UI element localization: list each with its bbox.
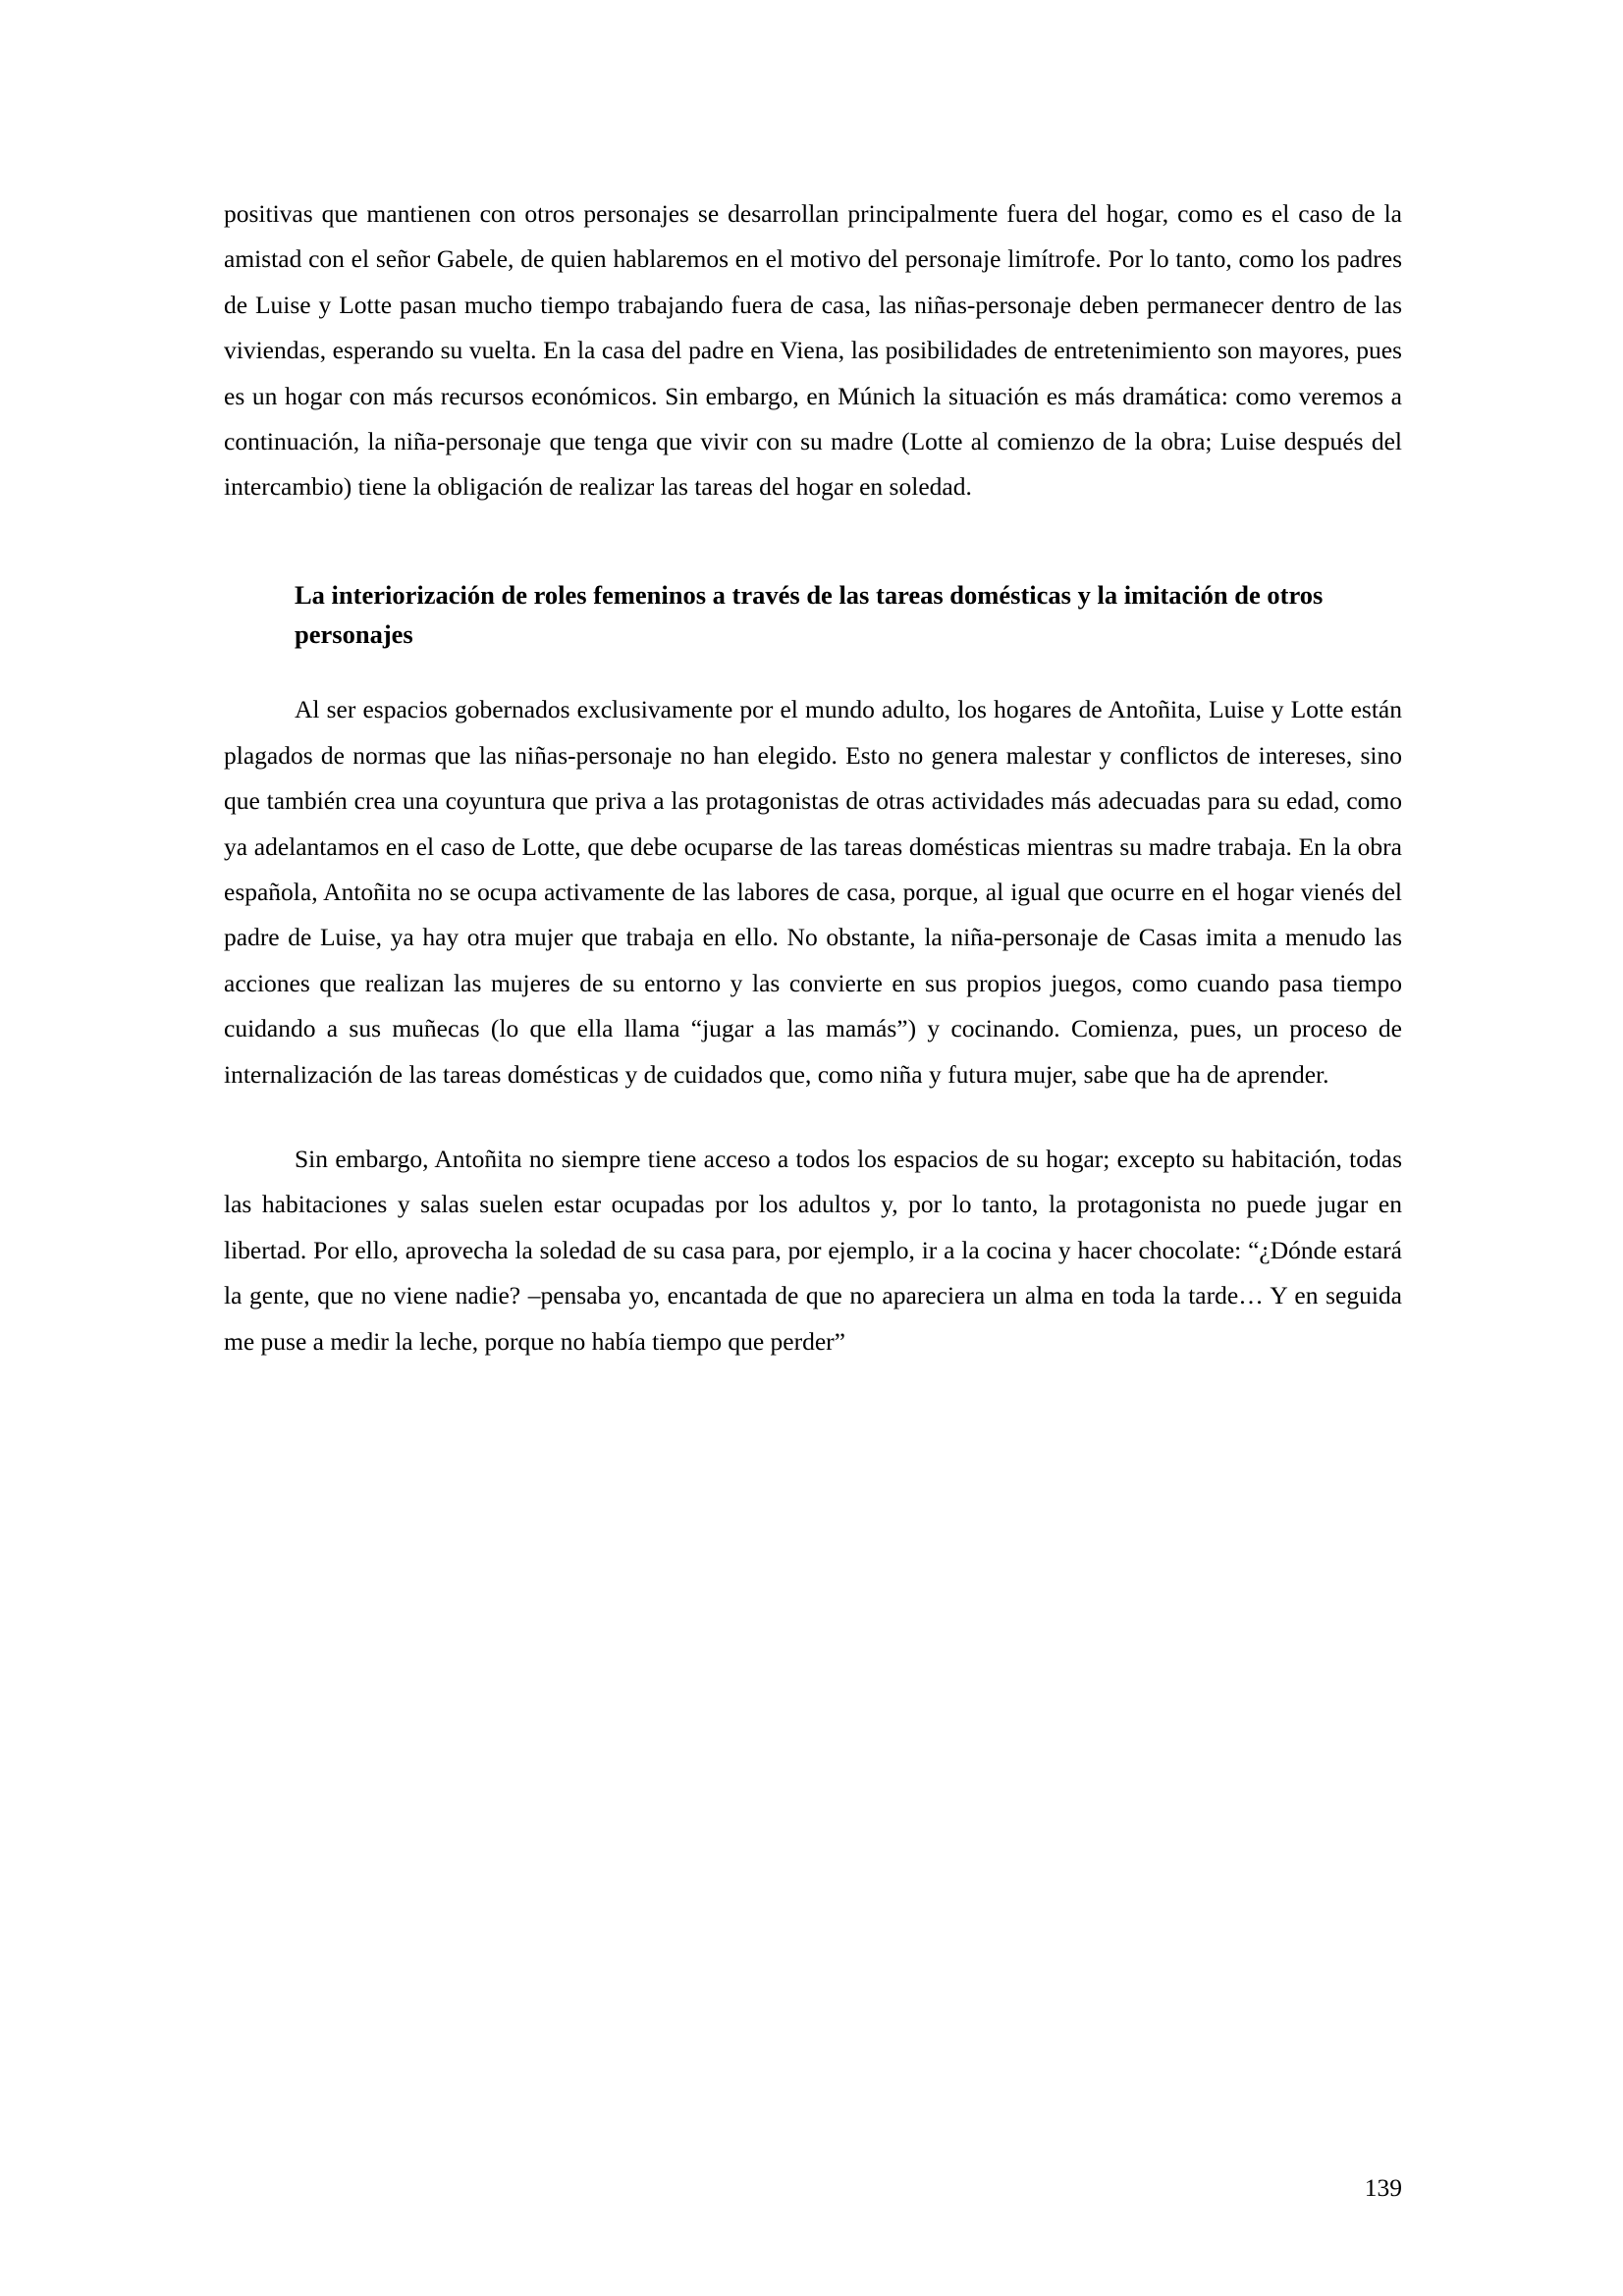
spacer [224, 654, 1402, 687]
body-paragraph: positivas que mantienen con otros personajes se desarrollan principalmente fuera del hogar, como es el caso de la amistad con el señor Gabele, de quien hablaremos en el motivo del personaje limítrofe. Por lo tanto, como los padres de Luise y Lotte pasan mucho tiempo trabajando fuera de casa, las niñas-personaje deben permanecer dentro de las viviendas, esperando su vuelta. En la casa del padre en Viena, las posibilidades de entretenimiento son mayores, pues es un hogar con más recursos económicos. Sin embargo, en Múnich la situación es más dramática: como veremos a continuación, la niña-personaje que tenga que vivir con su madre (Lotte al comienzo de la obra; Luise después del intercambio) tiene la obligación de realizar las tareas del hogar en soledad. [224, 199, 1402, 502]
spacer [224, 1097, 1402, 1137]
page-number: 139 [1364, 2173, 1402, 2202]
body-paragraph: Al ser espacios gobernados exclusivamente por el mundo adulto, los hogares de Antoñita, Luise y Lotte están plagados de normas que las niñas-personaje no han elegido. Esto no genera malestar y conflictos de intereses, sino que también crea una coyuntura que priva a las protagonistas de otras actividades más adecuadas para su edad, como ya adelantamos en el caso de Lotte, que debe ocuparse de las tareas domésticas mientras su madre trabaja. En la obra española, Antoñita no se ocupa activamente de las labores de casa, porque, al igual que ocurre en el hogar vienés del padre de Luise, ya hay otra mujer que trabaja en ello. No obstante, la niña-personaje de Casas imita a menudo las acciones que realizan las mujeres de su entorno y las convierte en sus propios juegos, como cuando pasa tiempo cuidando a sus muñecas (lo que ella llama “jugar a las mamás”) y cocinando. Comienza, pues, un proceso de internalización de las tareas domésticas y de cuidados que, como niña y futura mujer, sabe que ha de aprender. [224, 695, 1402, 1089]
body-paragraph: Sin embargo, Antoñita no siempre tiene acceso a todos los espacios de su hogar; excepto su habitación, todas las habitaciones y salas suelen estar ocupadas por los adultos y, por lo tanto, la protagonista no puede jugar en libertad. Por ello, aprovecha la soledad de su casa para, por ejemplo, ir a la cocina y hacer chocolate: “¿Dónde estará la gente, que no viene nadie? –pensaba yo, encantada de que no apareciera un alma en toda la tarde… Y en seguida me puse a medir la leche, porque no había tiempo que perder” [224, 1145, 1402, 1356]
section-heading: La interiorización de roles femeninos a través de las tareas domésticas y la imitación de otros personajes [295, 579, 1324, 650]
